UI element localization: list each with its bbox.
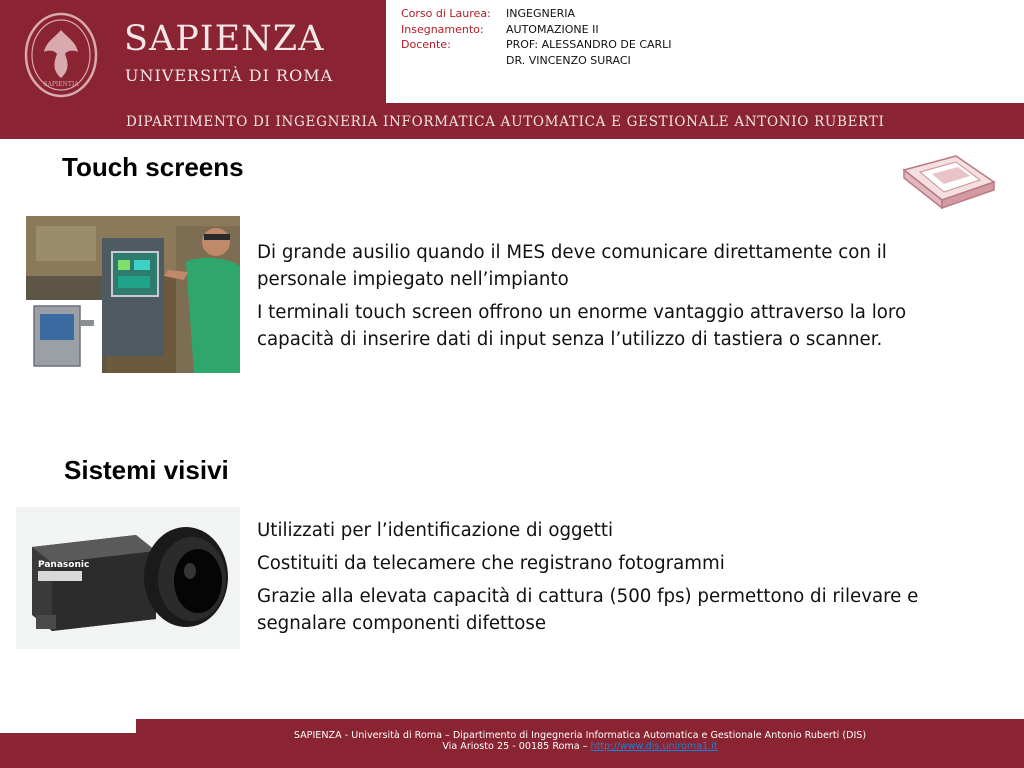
course-value: DR. VINCENZO SURACI (506, 53, 631, 67)
vision-bullets (257, 517, 969, 643)
footer-accent (0, 733, 136, 768)
touch-bullets (257, 239, 969, 359)
course-value: INGEGNERIA (506, 7, 576, 20)
touch-screen-photo (26, 216, 240, 373)
department-bar (0, 103, 1024, 139)
course-row (401, 37, 672, 53)
footer-street: Via Ariosto 25 - 00185 Roma – (442, 741, 591, 752)
bullet-text: Grazie alla elevata capacità di cattura (500 fps) permettono di rilevare e segnalare componenti difettose (257, 586, 919, 634)
course-label (401, 53, 506, 69)
course-label: Insegnamento: (401, 22, 484, 36)
bullet-text: Di grande ausilio quando il MES deve comunicare direttamente con il personale impiegato nell’impianto (257, 242, 887, 290)
footer-website-link[interactable]: http://www.dis.uniroma1.it (590, 741, 718, 752)
university-subtitle: UNIVERSITÀ DI ROMA (125, 66, 334, 85)
university-name: SAPIENZA (124, 19, 325, 59)
industrial-camera-photo (16, 507, 240, 649)
university-seal-icon (24, 12, 98, 98)
course-label: Docente: (401, 38, 451, 51)
university-logo-box (0, 0, 386, 103)
course-row (401, 22, 672, 38)
course-row (401, 53, 672, 69)
bullet-text: Costituiti da telecamere che registrano fotogrammi (257, 553, 725, 574)
section-title-touch: Touch screens (62, 152, 244, 182)
course-row (401, 6, 672, 22)
department-name: DIPARTIMENTO DI INGEGNERIA INFORMATICA AUTOMATICA E GESTIONALE ANTONIO RUBERTI (126, 114, 885, 130)
section-title-vision: Sistemi visivi (64, 455, 229, 485)
course-value: AUTOMAZIONE II (506, 22, 599, 36)
course-info (401, 6, 672, 68)
footer (136, 719, 1024, 768)
scanner-icon (898, 152, 998, 212)
footer-address-line: SAPIENZA - Università di Roma – Dipartimento di Ingegneria Informatica Automatica e Gestionale Antonio Ruberti (DIS) (293, 730, 867, 741)
course-label: Corso di Laurea: (401, 7, 491, 20)
seal-text: SAPIENTIA (43, 81, 79, 88)
bullet-text: Utilizzati per l’identificazione di oggetti (257, 520, 614, 541)
course-value: PROF: ALESSANDRO DE CARLI (506, 38, 672, 51)
bullet-text: I terminali touch screen offrono un enorme vantaggio attraverso la loro capacità di inserire dati di input senza l’utilizzo di tastiera o scanner. (257, 302, 907, 350)
footer-contact-line (136, 741, 1024, 752)
camera-brand-label: Panasonic (38, 560, 90, 570)
